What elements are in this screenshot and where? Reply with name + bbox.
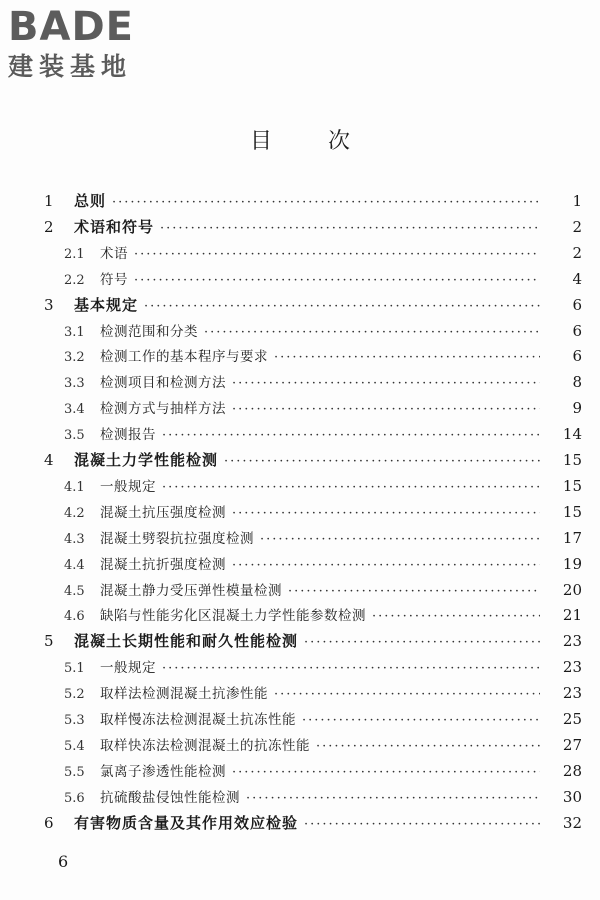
logo	[8, 6, 178, 82]
toc-entry-label: 术语	[100, 245, 128, 262]
toc-entry-label: 混凝土静力受压弹性模量检测	[100, 582, 282, 599]
toc-entry-page: 15	[562, 502, 582, 521]
toc-entry[interactable]	[0, 397, 600, 421]
toc-entry[interactable]	[0, 190, 600, 214]
leader-dots	[224, 454, 540, 467]
leader-dots	[162, 480, 540, 493]
toc-entry-label: 混凝土长期性能和耐久性能检测	[74, 632, 299, 651]
toc-entry-number: 4.2	[64, 505, 85, 521]
toc-entry[interactable]	[0, 501, 600, 525]
leader-dots	[160, 221, 540, 234]
leader-dots	[162, 428, 540, 441]
toc-entry-page: 2	[572, 243, 582, 262]
toc-entry-number: 3.4	[64, 402, 85, 418]
toc-entry-page: 15	[562, 476, 582, 495]
toc-entry-label: 总则	[74, 192, 107, 210]
toc-entry[interactable]	[0, 760, 600, 784]
toc-entry[interactable]	[0, 216, 600, 240]
toc-entry-page: 8	[572, 373, 582, 392]
toc-entry[interactable]	[0, 553, 600, 577]
toc-entry-label: 混凝土抗折强度检测	[100, 556, 226, 573]
toc-entry[interactable]	[0, 371, 600, 395]
toc-entry-page: 9	[572, 399, 582, 418]
toc-entry-page: 15	[562, 451, 582, 469]
toc-entry-page: 23	[562, 658, 582, 677]
toc-entry-label: 抗硫酸盐侵蚀性能检测	[100, 789, 240, 806]
leader-dots	[232, 402, 540, 415]
toc-entry-label: 取样法检测混凝土抗渗性能	[100, 686, 268, 703]
toc-entry-page: 23	[562, 632, 582, 651]
toc-entry-label: 有害物质含量及其作用效应检验	[74, 813, 299, 832]
leader-dots	[134, 273, 540, 286]
toc-entry[interactable]	[0, 812, 600, 836]
toc-entry-number: 6	[44, 813, 54, 832]
toc-entry-label: 缺陷与性能劣化区混凝土力学性能参数检测	[100, 608, 366, 625]
leader-dots	[232, 558, 540, 571]
toc-entry-page: 32	[562, 813, 582, 832]
toc-entry-number: 2.2	[64, 272, 85, 288]
toc-entry-page: 1	[572, 192, 582, 210]
toc-entry[interactable]	[0, 604, 600, 628]
leader-dots	[302, 713, 540, 726]
toc-entry[interactable]	[0, 682, 600, 706]
leader-dots	[246, 791, 540, 804]
toc-entry-number: 5.5	[64, 764, 85, 780]
toc-entry[interactable]	[0, 242, 600, 266]
toc-entry-number: 4.1	[64, 479, 85, 495]
toc-entry-page: 19	[562, 554, 582, 573]
toc-entry-page: 17	[562, 528, 582, 547]
toc-entry-number: 1	[44, 192, 54, 210]
toc-entry-number: 4	[44, 451, 54, 469]
toc-entry-label: 混凝土力学性能检测	[74, 451, 219, 469]
toc-entry[interactable]	[0, 423, 600, 447]
toc-entry-number: 2.1	[64, 246, 85, 262]
toc-entry[interactable]	[0, 630, 600, 654]
toc-entry-number: 3.3	[64, 376, 85, 392]
toc-entry-label: 术语和符号	[74, 217, 155, 236]
toc-entry-page: 30	[562, 787, 582, 806]
toc-entry-label: 符号	[100, 271, 128, 288]
toc-entry-number: 4.3	[64, 531, 85, 547]
toc-entry[interactable]	[0, 579, 600, 603]
leader-dots	[162, 661, 540, 674]
page-title: 目次	[249, 129, 406, 154]
toc-entry-label: 一般规定	[100, 660, 156, 677]
toc-entry-label: 检测范围和分类	[100, 323, 198, 340]
toc-entry-label: 检测工作的基本程序与要求	[100, 349, 268, 366]
toc-entry-page: 27	[562, 735, 582, 754]
toc-entry-page: 28	[562, 761, 582, 780]
toc-entry[interactable]	[0, 708, 600, 732]
toc-entry-page: 6	[572, 295, 582, 314]
toc-entry-page: 2	[572, 217, 582, 236]
toc-entry-page: 20	[562, 580, 582, 599]
toc-entry-label: 检测项目和检测方法	[100, 375, 226, 392]
leader-dots	[134, 247, 540, 260]
toc-entry[interactable]	[0, 656, 600, 680]
toc-entry[interactable]	[0, 475, 600, 499]
toc-entry-number: 3.1	[64, 324, 85, 340]
toc-entry-number: 5.1	[64, 661, 85, 677]
leader-dots	[232, 506, 540, 519]
page-number: 6	[58, 852, 69, 871]
leader-dots	[274, 687, 540, 700]
leader-dots	[304, 817, 540, 830]
toc-entry-page: 21	[562, 606, 582, 625]
toc-entry-number: 5	[44, 632, 54, 651]
leader-dots	[372, 609, 540, 622]
toc-entry-page: 14	[562, 425, 582, 444]
toc-entry[interactable]	[0, 786, 600, 810]
toc-entry-number: 4.6	[64, 609, 85, 625]
toc-entry-page: 4	[572, 269, 582, 288]
toc-entry-page: 23	[562, 684, 582, 703]
leader-dots	[232, 765, 540, 778]
leader-dots	[144, 299, 540, 312]
toc-entry-label: 一般规定	[100, 478, 156, 495]
toc-entry-label: 检测报告	[100, 427, 156, 444]
toc-entry-number: 4.5	[64, 583, 85, 599]
toc-entry[interactable]	[0, 734, 600, 758]
toc-entry[interactable]	[0, 527, 600, 551]
toc-entry-number: 3.5	[64, 428, 85, 444]
toc-entry[interactable]	[0, 294, 600, 318]
toc-entry-label: 取样快冻法检测混凝土的抗冻性能	[100, 737, 310, 754]
logo-subtext: 建装基地	[8, 52, 133, 81]
toc-entry-label: 检测方式与抽样方法	[100, 401, 226, 418]
logo-text: BADE	[8, 4, 134, 50]
toc-entry-number: 5.3	[64, 713, 85, 728]
toc-entry-label: 氯离子渗透性能检测	[100, 763, 226, 780]
leader-dots	[304, 635, 540, 648]
toc-entry-label: 取样慢冻法检测混凝土抗冻性能	[100, 712, 296, 728]
toc-entry-label: 基本规定	[74, 295, 139, 314]
toc-entry[interactable]	[0, 449, 600, 473]
toc-entry[interactable]	[0, 268, 600, 292]
toc-entry[interactable]	[0, 345, 600, 369]
toc-entry-page: 25	[562, 710, 582, 728]
toc-entry[interactable]	[0, 320, 600, 344]
toc-entry-number: 4.4	[64, 557, 85, 573]
toc-entry-number: 5.6	[64, 790, 85, 806]
leader-dots	[274, 350, 540, 363]
leader-dots	[316, 739, 540, 752]
toc-entry-number: 5.4	[64, 738, 85, 754]
toc-entry-label: 混凝土劈裂抗拉强度检测	[100, 530, 254, 547]
toc-entry-label: 混凝土抗压强度检测	[100, 504, 226, 521]
leader-dots	[204, 325, 540, 338]
leader-dots	[288, 584, 540, 597]
toc-entry-page: 6	[572, 321, 582, 340]
leader-dots	[112, 195, 540, 208]
leader-dots	[232, 376, 540, 389]
toc-entry-page: 6	[572, 347, 582, 366]
toc-entry-number: 2	[44, 217, 54, 236]
leader-dots	[260, 532, 540, 545]
toc-entry-number: 3.2	[64, 350, 85, 366]
toc-entry-number: 5.2	[64, 687, 85, 703]
toc-entry-number: 3	[44, 295, 54, 314]
